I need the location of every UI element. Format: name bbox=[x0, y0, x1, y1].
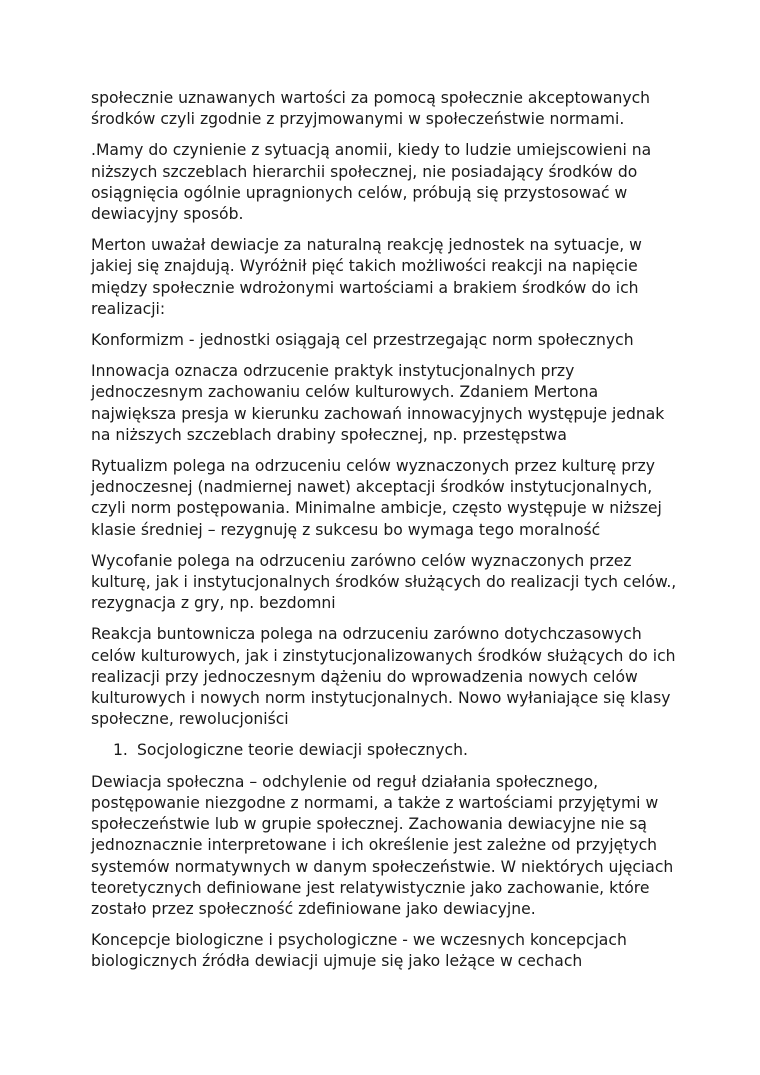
paragraph-conformity: Konformizm - jednostki osiągają cel przestrzegając norm społecznych bbox=[91, 331, 634, 350]
paragraph-retreatism: Wycofanie polega na odrzuceniu zarówno celów wyznaczonych przez kulturę, jak i instytucjonalnych środków służących do realizacji tych celów., rezygnacja z gry, np. bezdomni bbox=[91, 551, 677, 613]
paragraph-rebellion: Reakcja buntownicza polega na odrzuceniu zarówno dotychczasowych celów kulturowych, jak i zinstytucjonalizowanych środków służących do ich realizacji przy jednoczesnym dążeniu do wprowadzenia nowych celów kulturowych i nowych norm instytucjonalnych. Nowo wyłaniające się klasy społeczne, rewolucjoniści bbox=[91, 625, 676, 729]
paragraph-merton-reactions: Merton uważał dewiacje za naturalną reakcję jednostek na sytuacje, w jakiej się znajdują. Wyróżnił pięć takich możliwości reakcji na napięcie między społecznie wdrożonymi wartościami a brakiem środków do ich realizacji: bbox=[91, 236, 642, 318]
numbered-list-item bbox=[91, 740, 691, 761]
list-item-text: Socjologiczne teorie dewiacji społecznych. bbox=[137, 741, 468, 760]
paragraph-anomie-intro: społecznie uznawanych wartości za pomocą społecznie akceptowanych środków czyli zgodnie z przyjmowanymi w społeczeństwie normami. bbox=[91, 89, 651, 129]
paragraph-social-deviation: Dewiacja społeczna – odchylenie od reguł działania społecznego, postępowanie niezgodne z normami, a także z wartościami przyjętymi w społeczeństwie lub w grupie społecznej. Zachowania dewiacyjne nie są jednoznacznie interpretowane i ich określenie jest zależne od przyjętych systemów normatywnych w danym społeczeństwie. W niektórych ujęciach teoretycznych definiowane jest relatywistycznie jako zachowanie, które zostało przez społeczność zdefiniowane jako dewiacyjne. bbox=[91, 772, 674, 918]
paragraph-ritualism: Rytualizm polega na odrzuceniu celów wyznaczonych przez kulturę przy jednoczesnej (nadmiernej nawet) akceptacji środków instytucjonalnych, czyli norm postępowania. Minimalne ambicje, często występuje w niższej klasie średniej – rezygnuję z sukcesu bo wymaga tego moralność bbox=[91, 457, 662, 539]
document-page bbox=[91, 88, 691, 983]
paragraph-anomie-definition: .Mamy do czynienie z sytuacją anomii, kiedy to ludzie umiejscowieni na niższych szczeblach hierarchii społecznej, nie posiadający środków do osiągnięcia ogólnie upragnionych celów, próbują się przystosować w dewiacyjny sposób. bbox=[91, 141, 652, 224]
paragraph-innovation: Innowacja oznacza odrzucenie praktyk instytucjonalnych przy jednoczesnym zachowaniu celów kulturowych. Zdaniem Mertona największa presja w kierunku zachowań innowacyjnych występuje jednak na niższych szczeblach drabiny społecznej, np. przestępstwa bbox=[91, 362, 665, 444]
list-item-number: 1. bbox=[113, 741, 128, 760]
paragraph-biological-concepts: Koncepcje biologiczne i psychologiczne - we wczesnych koncepcjach biologicznych źródła dewiacji ujmuje się jako leżące w cechach bbox=[91, 931, 627, 971]
